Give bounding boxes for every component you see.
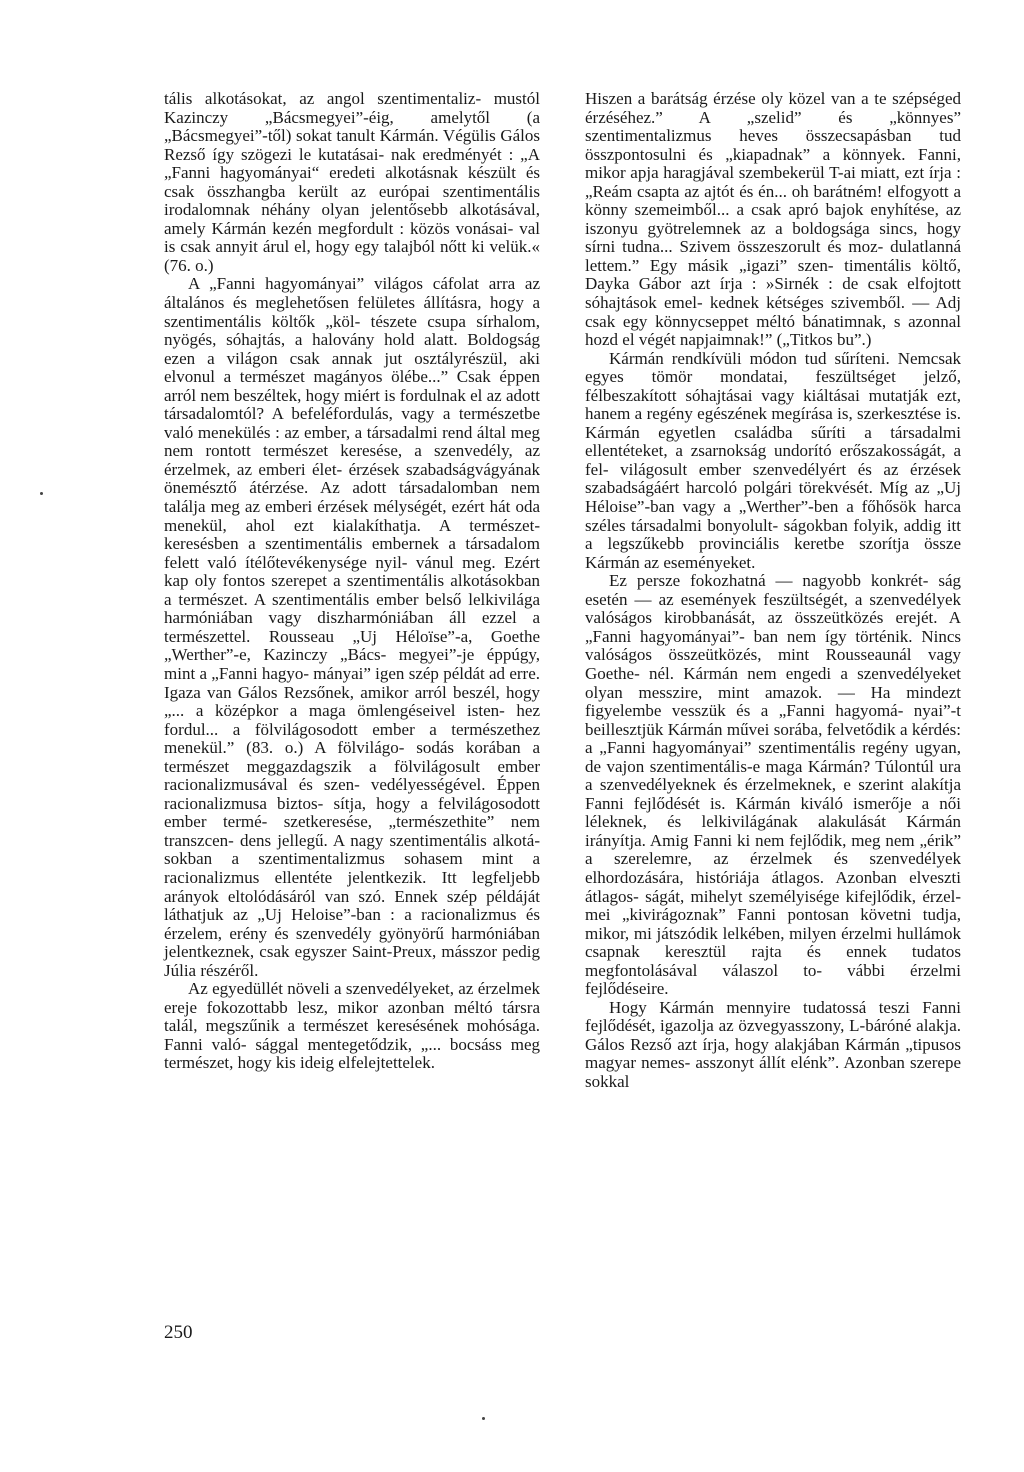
paragraph: A „Fanni hagyományai” világos cáfolat arra az általános és meglehetősen felületes állításra, hogy a szentimentális költők „köl- tészete csupa sírhalom, nyögés, sóhajtás, a halovány hold alatt. Boldogság ezen a világon csak annak jut osztályrészül, aki elvonul a természet magányos ölébe...” Csak éppen arról nem beszéltek, hogy miért is fordulnak el az adott társadalomtól? A befeléfordulás, vagy a természetbe való menekülés : az ember, a társadalmi rend által meg nem rontott természet keresése, a szenvedély, az érzelmek, az emberi élet- érzések szabadságvágyának önemésztő átérzése. Az adott társadalomban nem találja meg az emberi érzések mélységét, ezért hát oda menekül, ahol ezt kialakíthatja. A természet- keresésben a szentimentális embernek a társadalom felett való ítélőtevékenysége nyil- vánul meg. Ezért kap oly fontos szerepet a szentimentális alkotásokban a természet. A szentimentális ember belső lelkivilága harmóniában vagy diszharmóniában áll ezzel a természettel. Rousseau „Uj Héloïse”-a, Goethe „Werther”-e, Kazinczy „Bács- megyei”-je éppúgy, mint a „Fanni hagyo- mányai” igen szép példát ad erre. Igaza van Gálos Rezsőnek, amikor arról beszél, hogy „... a középkor a maga ömlengéseivel isten- hez fordul... a fölvilágosodott ember a természethez menekül.” (83. o.) A fölvilágo- sodás korában a természet meggazdagszik a fölvilágosult ember racionalizmusával és szen- vedélyességével. Éppen racionalizmusa biztos- sítja, hogy a felvilágosodott ember termé- szetkeresése, „természethite” nem transzcen- dens jellegű. A nagy szentimentális alkotá- sokban a szentimentalizmus sohasem mint a racionalizmus ellentéte jelentkezik. Itt legfeljebb arányok eltolódásáról van szó. Ennek szép példáját láthatjuk az „Uj Heloise”-ban : a racionalizmus és érzelem, erény és szenvedély gyönyörű harmóniában jelentkeznek, csak egyszer Saint-Preux, másszor pedig Júlia részéről. [164,274,540,980]
paragraph: Hiszen a barátság érzése oly közel van a te szépséged érzéséhez.” A „szelid” és „könnyes” szentimentalizmus heves összecsapásban tud összpontosulni és „kiapadnak” a könnyek. Fanni, mikor apja haragjával szembekerül T-ai miatt, ezt írja : „Reám csapta az ajtót és én... oh barátném! elfogyott a könny szemeimből... a csak apró bajok enyhítése, az iszonyu gyötrelemnek az a boldogsága sincs, hogy sírni tudna... Szivem összeszorult és moz- dulatlanná lettem.” Egy másik „igazi” szen- timentális költő, Dayka Gábor azt írja : »Sirnék : de csak elfojtott sóhajtások emel- kednek kétséges szivemből. — Adj csak egy könnycseppet méltó bánatimnak, s azonnal hozd el végét napjaimnak!” („Titkos bu”.) [585,89,961,350]
print-speck [40,492,43,495]
left-column [164,90,540,1073]
paragraph: Ez persze fokozhatná — nagyobb konkrét- ság esetén — az események feszültségét, a szenvedélyek valóságos kirobbanását, az összeütközés erejét. A „Fanni hagyományai”- ban nem így történik. Nincs valóságos összeütközés, mint Rousseaunál vagy Goethe- nél. Kármán nem engedi a szenvedélyeket olyan messzire, mint amazok. — Ha mindezt figyelembe vesszük és a „Fanni hagyomá- nyai”-t beillesztjük Kármán művei sorába, felvetődik a kérdés: a „Fanni hagyományai” szentimentális regény ugyan, de vajon szentimentális-e maga Kármán? Túlontúl ura a szenvedélyeknek és érzelmeknek, e szerint alakítja Fanni fejlődését is. Kármán kiváló ismerője a női léleknek, és lelkivilágának alakulását Kármán irányítja. Amig Fanni ki nem fejlődik, meg nem „érik” a szerelemre, az érzelmek és szenvedélyek elhordozására, históriája átlagos. Azonban elveszti átlagos- ságát, mihelyt személyisége kifejlődik, érzel- mei „kivirágoznak” Fanni pontosan követni tudja, mikor, mi játszódik lelkében, milyen érzelmi hullámok csapnak keresztül rajta és ennek tudatos megfontolásával válaszol to- vábbi érzelmi fejlődéseire. [585,571,961,999]
paragraph: Hogy Kármán mennyire tudatossá teszi Fanni fejlődését, igazolja az özvegyasszony, L-báróné alakja. Gálos Rezső azt írja, hogy alakjában Kármán „tipusos magyar nemes- asszonyt állít elénk”. Azonban szerepe sokkal [585,997,961,1091]
page-number: 250 [164,1322,193,1343]
paragraph: Az egyedüllét növeli a szenvedélyeket, az érzelmek ereje fokozottabb lesz, mikor azonban méltó társra talál, megszűnik a természet keresésének mohósága. Fanni való- sággal mentegetődzik, „... bocsáss meg természet, hogy kis ideig elfelejtettelek. [164,979,540,1073]
right-column [585,90,961,1092]
paragraph: tális alkotásokat, az angol szentimentaliz- mustól Kazinczy „Bácsmegyei”-éig, amelytől (a „Bácsmegyei”-től) sokat tanult Kármán. Végülis Gálos Rezső így szögezi le kutatásai- nak eredményét : „A „Fanni hagyományai“ eredeti alkotásnak készült és csak összhangba került az európai szentimentális irodalomnak néhány olyan jelentősebb alkotásával, amely Kármán kezén megfordult : közös vonásai- val is csak annyit árul el, hogy egy talajból nőtt ki velük.« (76. o.) [164,89,540,275]
paragraph: Kármán rendkívüli módon tud sűríteni. Nemcsak egyes tömör mondatai, feszültséget jelző, félbeszakított sóhajtásai vagy kiáltásai mutatják ezt, hanem a regény egészének megírása is, szerkesztése is. Kármán egyetlen családba sűríti a társadalmi ellentéteket, a zsarnokság undorító erőszakosságát, a fel- világosult ember szenvedélyért és az érzések szabadságáért harcoló polgári törekvését. Míg az „Uj Héloise”-ban vagy a „Werther”-ben a főhősök harca széles társadalmi bonyolult- ságokban folyik, addig itt a legszűkebb provinciális keretbe szorítja össze Kármán az eseményeket. [585,348,961,572]
print-speck [482,1417,485,1420]
